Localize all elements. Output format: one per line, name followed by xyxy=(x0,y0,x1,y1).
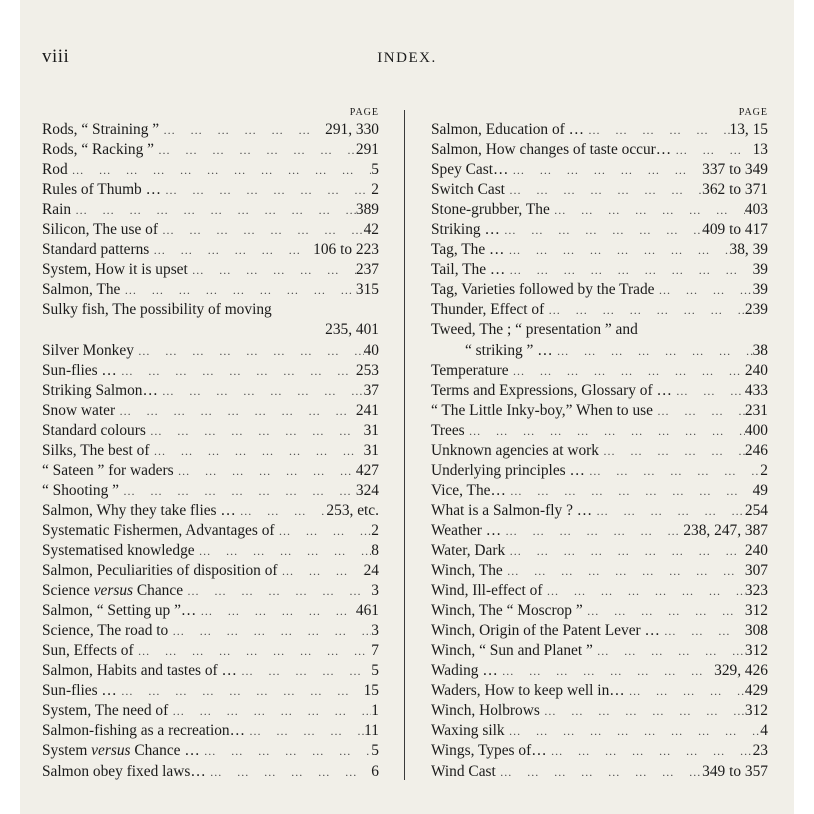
index-page-ref: 324 xyxy=(355,481,379,499)
index-entry xyxy=(431,260,768,280)
index-entry xyxy=(431,300,768,320)
index-page-ref: 349 to 357 xyxy=(702,762,768,780)
index-term: Waders, How to keep well in… xyxy=(431,682,625,700)
index-term: Unknown agencies at work xyxy=(431,441,599,459)
index-term: Silver Monkey xyxy=(42,341,134,359)
index-entry xyxy=(431,381,768,401)
index-entry xyxy=(42,461,379,481)
dot-leader xyxy=(117,681,364,701)
dot-leader xyxy=(195,541,372,561)
index-term: Tail, The … xyxy=(431,261,506,279)
index-term: “ Sateen ” for waders xyxy=(42,461,174,479)
index-page-ref: 400 xyxy=(744,421,768,439)
index-page-ref: 1 xyxy=(371,702,379,720)
index-entry xyxy=(42,641,379,661)
index-page-ref: 312 xyxy=(744,702,768,720)
dot-leader xyxy=(592,501,745,521)
index-entry xyxy=(431,501,768,521)
index-term: Standard colours xyxy=(42,421,146,439)
dot-leader xyxy=(593,641,745,661)
index-entry xyxy=(431,521,768,541)
index-entry xyxy=(431,220,768,240)
index-entry xyxy=(431,721,768,741)
index-page-ref: 254 xyxy=(744,501,768,519)
page-number: viii xyxy=(42,46,70,67)
index-page-ref: 237 xyxy=(355,261,379,279)
index-page-ref: 315 xyxy=(355,281,379,299)
index-term: Tag, Varieties followed by the Trade xyxy=(431,281,655,299)
index-page-ref: 49 xyxy=(752,481,768,499)
index-entry xyxy=(431,461,768,481)
column-divider xyxy=(404,110,405,780)
dot-leader xyxy=(504,240,729,260)
index-entry xyxy=(431,160,768,180)
dot-leader xyxy=(503,561,745,581)
index-term: Water, Dark xyxy=(431,541,506,559)
index-entry xyxy=(42,421,379,441)
index-entry xyxy=(42,240,379,260)
index-entry xyxy=(42,521,379,541)
index-page-ref: 39 xyxy=(752,281,768,299)
index-term: System, How it is upset xyxy=(42,261,188,279)
index-page-ref: 4 xyxy=(760,722,768,740)
dot-leader xyxy=(149,240,313,260)
dot-leader xyxy=(236,501,327,521)
dot-leader xyxy=(115,401,356,421)
index-entry xyxy=(42,741,379,761)
index-term: Trees xyxy=(431,421,465,439)
index-term: Sulky fish, The possibility of moving xyxy=(42,301,272,319)
index-entry xyxy=(42,762,379,782)
index-term: Salmon, Education of … xyxy=(431,121,585,138)
index-entry xyxy=(431,200,768,220)
index-entry xyxy=(42,561,379,581)
dot-leader xyxy=(174,461,356,481)
page-column-label: PAGE xyxy=(349,107,379,118)
index-page-ref: 42 xyxy=(363,221,379,239)
index-page-ref: 13, 15 xyxy=(729,121,768,138)
index-entry xyxy=(42,441,379,461)
dot-leader xyxy=(196,601,356,621)
index-term: Terms and Expressions, Glossary of … xyxy=(431,381,672,399)
index-entry xyxy=(431,361,768,381)
index-page-ref: 312 xyxy=(744,642,768,660)
dot-leader xyxy=(585,461,760,481)
dot-leader xyxy=(149,441,363,461)
index-page-ref: 13 xyxy=(752,141,768,159)
index-entry xyxy=(431,320,768,340)
index-entry xyxy=(42,601,379,621)
index-page-ref: 31 xyxy=(363,421,379,439)
index-entry xyxy=(431,621,768,641)
index-page-ref: 37 xyxy=(363,381,379,399)
index-entry xyxy=(431,280,768,300)
index-entry xyxy=(431,401,768,421)
index-entry xyxy=(431,681,768,701)
dot-leader xyxy=(660,621,745,641)
dot-leader xyxy=(188,260,356,280)
index-entry xyxy=(42,120,379,140)
index-term: Salmon obey fixed laws… xyxy=(42,762,206,780)
index-entry xyxy=(431,180,768,200)
index-term: “ striking ” … xyxy=(465,341,553,359)
index-page-ref: 38 xyxy=(752,341,768,359)
index-page-ref: 3 xyxy=(371,582,379,600)
index-page-ref: 329, 426 xyxy=(714,662,768,680)
index-entry xyxy=(431,481,768,501)
dot-leader xyxy=(200,741,372,761)
index-entry xyxy=(42,300,379,320)
index-entry xyxy=(42,501,379,521)
index-entry xyxy=(431,561,768,581)
index-entry xyxy=(42,721,379,741)
index-entry xyxy=(431,661,768,681)
dot-leader xyxy=(653,401,745,421)
index-page-ref: 2 xyxy=(371,521,379,539)
index-page-ref: 23 xyxy=(752,742,768,760)
dot-leader xyxy=(154,140,356,160)
index-entry xyxy=(431,140,768,160)
index-page-ref: 433 xyxy=(744,381,768,399)
dot-leader xyxy=(544,300,745,320)
dot-leader xyxy=(550,200,745,220)
dot-leader xyxy=(508,160,702,180)
dot-leader xyxy=(547,741,753,761)
dot-leader xyxy=(183,581,371,601)
index-term: Vice, The… xyxy=(431,481,506,499)
index-entry xyxy=(431,541,768,561)
index-column-left xyxy=(42,106,379,782)
index-page-ref: 253 xyxy=(355,361,379,379)
index-term: Weather … xyxy=(431,521,502,539)
index-entry xyxy=(42,140,379,160)
index-entry xyxy=(431,641,768,661)
index-page-ref: 253, etc. xyxy=(326,501,379,519)
index-term: Winch, Holbrows xyxy=(431,702,540,720)
index-entry xyxy=(431,741,768,761)
index-term: Silks, The best of xyxy=(42,441,150,459)
index-page-ref: 40 xyxy=(363,341,379,359)
dot-leader xyxy=(119,481,356,501)
index-term: “ Shooting ” xyxy=(42,481,119,499)
index-page-ref: 239 xyxy=(744,301,768,319)
index-term: Standard patterns xyxy=(42,241,150,259)
index-page-ref: 238, 247, 387 xyxy=(683,521,768,539)
dot-leader xyxy=(671,140,752,160)
index-term: Wading … xyxy=(431,662,498,680)
index-term: Sun-flies … xyxy=(42,682,117,700)
dot-leader xyxy=(134,341,364,361)
index-term: Spey Cast… xyxy=(431,161,509,179)
index-page-ref: 11 xyxy=(364,722,379,740)
index-page-ref: 427 xyxy=(355,461,379,479)
dot-leader xyxy=(496,762,702,782)
index-page-ref: 31 xyxy=(363,441,379,459)
index-entry xyxy=(42,701,379,721)
dot-leader xyxy=(146,421,364,441)
index-entry xyxy=(42,180,379,200)
index-page-ref: 362 to 371 xyxy=(702,181,768,199)
index-term: Tag, The … xyxy=(431,241,505,259)
dot-leader xyxy=(540,701,745,721)
index-page-ref: 8 xyxy=(371,541,379,559)
index-entry xyxy=(42,401,379,421)
index-term: What is a Salmon-fly ? … xyxy=(431,501,593,519)
index-term: System versus Chance … xyxy=(42,742,200,760)
index-term: Snow water xyxy=(42,401,116,419)
index-page-ref: 429 xyxy=(744,682,768,700)
dot-leader xyxy=(117,361,356,381)
index-entry xyxy=(431,240,768,260)
index-term: Waxing silk xyxy=(431,722,505,740)
dot-leader xyxy=(245,721,364,741)
index-page-ref: 2 xyxy=(760,461,768,479)
dot-leader xyxy=(583,601,745,621)
index-entry xyxy=(42,661,379,681)
index-term: Underlying principles … xyxy=(431,461,585,479)
index-term: Science versus Chance xyxy=(42,582,184,600)
index-entry xyxy=(431,421,768,441)
index-page-ref: 461 xyxy=(355,602,379,620)
index-entry xyxy=(431,441,768,461)
index-page-ref: 389 xyxy=(355,201,379,219)
book-page xyxy=(20,0,794,814)
dot-leader xyxy=(505,260,752,280)
dot-leader xyxy=(159,120,325,140)
dot-leader xyxy=(134,641,372,661)
index-page-ref: 240 xyxy=(744,361,768,379)
index-page-ref: 403 xyxy=(744,201,768,219)
index-term: Wind, Ill-effect of xyxy=(431,582,543,600)
index-term: Tweed, The ; “ presentation ” and xyxy=(431,321,638,339)
index-page-ref: 15 xyxy=(363,682,379,700)
index-entry xyxy=(431,341,768,361)
index-column-right xyxy=(431,106,768,782)
index-page-ref: 240 xyxy=(744,541,768,559)
index-term: Switch Cast xyxy=(431,181,505,199)
index-term: Stone-grubber, The xyxy=(431,201,550,219)
dot-leader xyxy=(278,561,364,581)
index-entry xyxy=(431,581,768,601)
index-page-ref: 308 xyxy=(744,622,768,640)
dot-leader xyxy=(509,361,745,381)
dot-leader xyxy=(465,421,745,441)
dot-leader xyxy=(168,621,371,641)
index-term: Rod xyxy=(42,161,68,179)
index-term: Sun-flies … xyxy=(42,361,117,379)
index-page-ref: 5 xyxy=(371,662,379,680)
dot-leader xyxy=(498,661,714,681)
index-page-ref: 106 to 223 xyxy=(313,241,379,259)
index-entry xyxy=(42,160,379,180)
index-page-ref: 246 xyxy=(744,441,768,459)
dot-leader xyxy=(237,661,371,681)
index-term: Winch, The “ Moscrop ” xyxy=(431,602,583,620)
index-term: Salmon-fishing as a recreation… xyxy=(42,722,246,740)
dot-leader xyxy=(206,762,372,782)
index-page-ref: 235, 401 xyxy=(325,321,379,339)
index-page-ref: 241 xyxy=(355,401,379,419)
index-entry xyxy=(42,681,379,701)
index-page-ref: 3 xyxy=(371,622,379,640)
index-page-ref: 291, 330 xyxy=(325,121,379,138)
dot-leader xyxy=(625,681,745,701)
dot-leader xyxy=(161,180,371,200)
index-term: Rules of Thumb … xyxy=(42,181,161,199)
index-entry xyxy=(42,541,379,561)
index-term: Rods, “ Straining ” xyxy=(42,121,160,138)
index-entry xyxy=(42,260,379,280)
index-page-ref: 409 to 417 xyxy=(702,221,768,239)
dot-leader xyxy=(68,160,372,180)
index-term: Science, The road to xyxy=(42,622,169,640)
index-term: Wind Cast xyxy=(431,762,496,780)
index-page-ref: 307 xyxy=(744,562,768,580)
index-term: Salmon, Peculiarities of disposition of xyxy=(42,562,278,580)
index-entry xyxy=(431,701,768,721)
index-term: Silicon, The use of xyxy=(42,221,158,239)
index-page-ref: 39 xyxy=(752,261,768,279)
index-page-ref: 24 xyxy=(363,562,379,580)
index-entry xyxy=(42,621,379,641)
dot-leader xyxy=(275,521,372,541)
index-term: Striking Salmon… xyxy=(42,381,158,399)
index-entry xyxy=(431,601,768,621)
index-term: Salmon, The xyxy=(42,281,121,299)
index-page-ref: 5 xyxy=(371,742,379,760)
dot-leader xyxy=(505,721,761,741)
index-term: Winch, “ Sun and Planet ” xyxy=(431,642,593,660)
dot-leader xyxy=(599,441,745,461)
running-title: INDEX. xyxy=(377,50,437,66)
index-page-ref: 5 xyxy=(371,161,379,179)
index-term: Sun, Effects of xyxy=(42,642,134,660)
dot-leader xyxy=(506,481,753,501)
index-page-ref: 323 xyxy=(744,582,768,600)
index-term: Systematic Fishermen, Advantages of xyxy=(42,521,275,539)
index-page-ref: 7 xyxy=(371,642,379,660)
index-page-ref: 337 to 349 xyxy=(702,161,768,179)
index-term: Winch, Origin of the Patent Lever … xyxy=(431,622,660,640)
index-entry xyxy=(431,120,768,140)
index-term: Salmon, Why they take flies … xyxy=(42,501,236,519)
index-entry xyxy=(42,320,379,340)
dot-leader xyxy=(158,381,364,401)
index-entry xyxy=(42,581,379,601)
index-term: Rods, “ Racking ” xyxy=(42,141,154,159)
index-page-ref: 312 xyxy=(744,602,768,620)
dot-leader xyxy=(120,280,356,300)
index-page-ref: 2 xyxy=(371,181,379,199)
index-term: Temperature xyxy=(431,361,509,379)
dot-leader xyxy=(500,220,702,240)
dot-leader xyxy=(584,120,729,140)
index-term: Systematised knowledge xyxy=(42,541,195,559)
dot-leader xyxy=(158,220,364,240)
index-term: System, The need of xyxy=(42,702,169,720)
index-entry xyxy=(42,220,379,240)
dot-leader xyxy=(505,180,702,200)
dot-leader xyxy=(542,581,744,601)
dot-leader xyxy=(553,341,753,361)
index-term: Striking … xyxy=(431,221,500,239)
index-entry xyxy=(42,200,379,220)
dot-leader xyxy=(168,701,371,721)
index-term: Wings, Types of… xyxy=(431,742,547,760)
index-entry xyxy=(42,481,379,501)
index-term: Salmon, “ Setting up ”… xyxy=(42,602,197,620)
index-page-ref: 6 xyxy=(371,762,379,780)
dot-leader xyxy=(501,521,683,541)
dot-leader xyxy=(654,280,752,300)
index-entry xyxy=(42,381,379,401)
index-page-ref: 291 xyxy=(355,141,379,159)
index-term: Rain xyxy=(42,201,72,219)
dot-leader xyxy=(672,381,745,401)
index-term: Winch, The xyxy=(431,562,503,580)
index-term: “ The Little Inky-boy,” When to use xyxy=(431,401,653,419)
index-term: Thunder, Effect of xyxy=(431,301,545,319)
index-page-ref: 231 xyxy=(744,401,768,419)
index-page-ref: 38, 39 xyxy=(729,241,768,259)
index-entry xyxy=(42,361,379,381)
page-column-label: PAGE xyxy=(738,107,768,118)
index-term: Salmon, Habits and tastes of … xyxy=(42,662,237,680)
dot-leader xyxy=(505,541,745,561)
index-entry xyxy=(431,762,768,782)
index-term: Salmon, How changes of taste occur… xyxy=(431,141,672,159)
dot-leader xyxy=(71,200,356,220)
index-entry xyxy=(42,280,379,300)
index-entry xyxy=(42,341,379,361)
